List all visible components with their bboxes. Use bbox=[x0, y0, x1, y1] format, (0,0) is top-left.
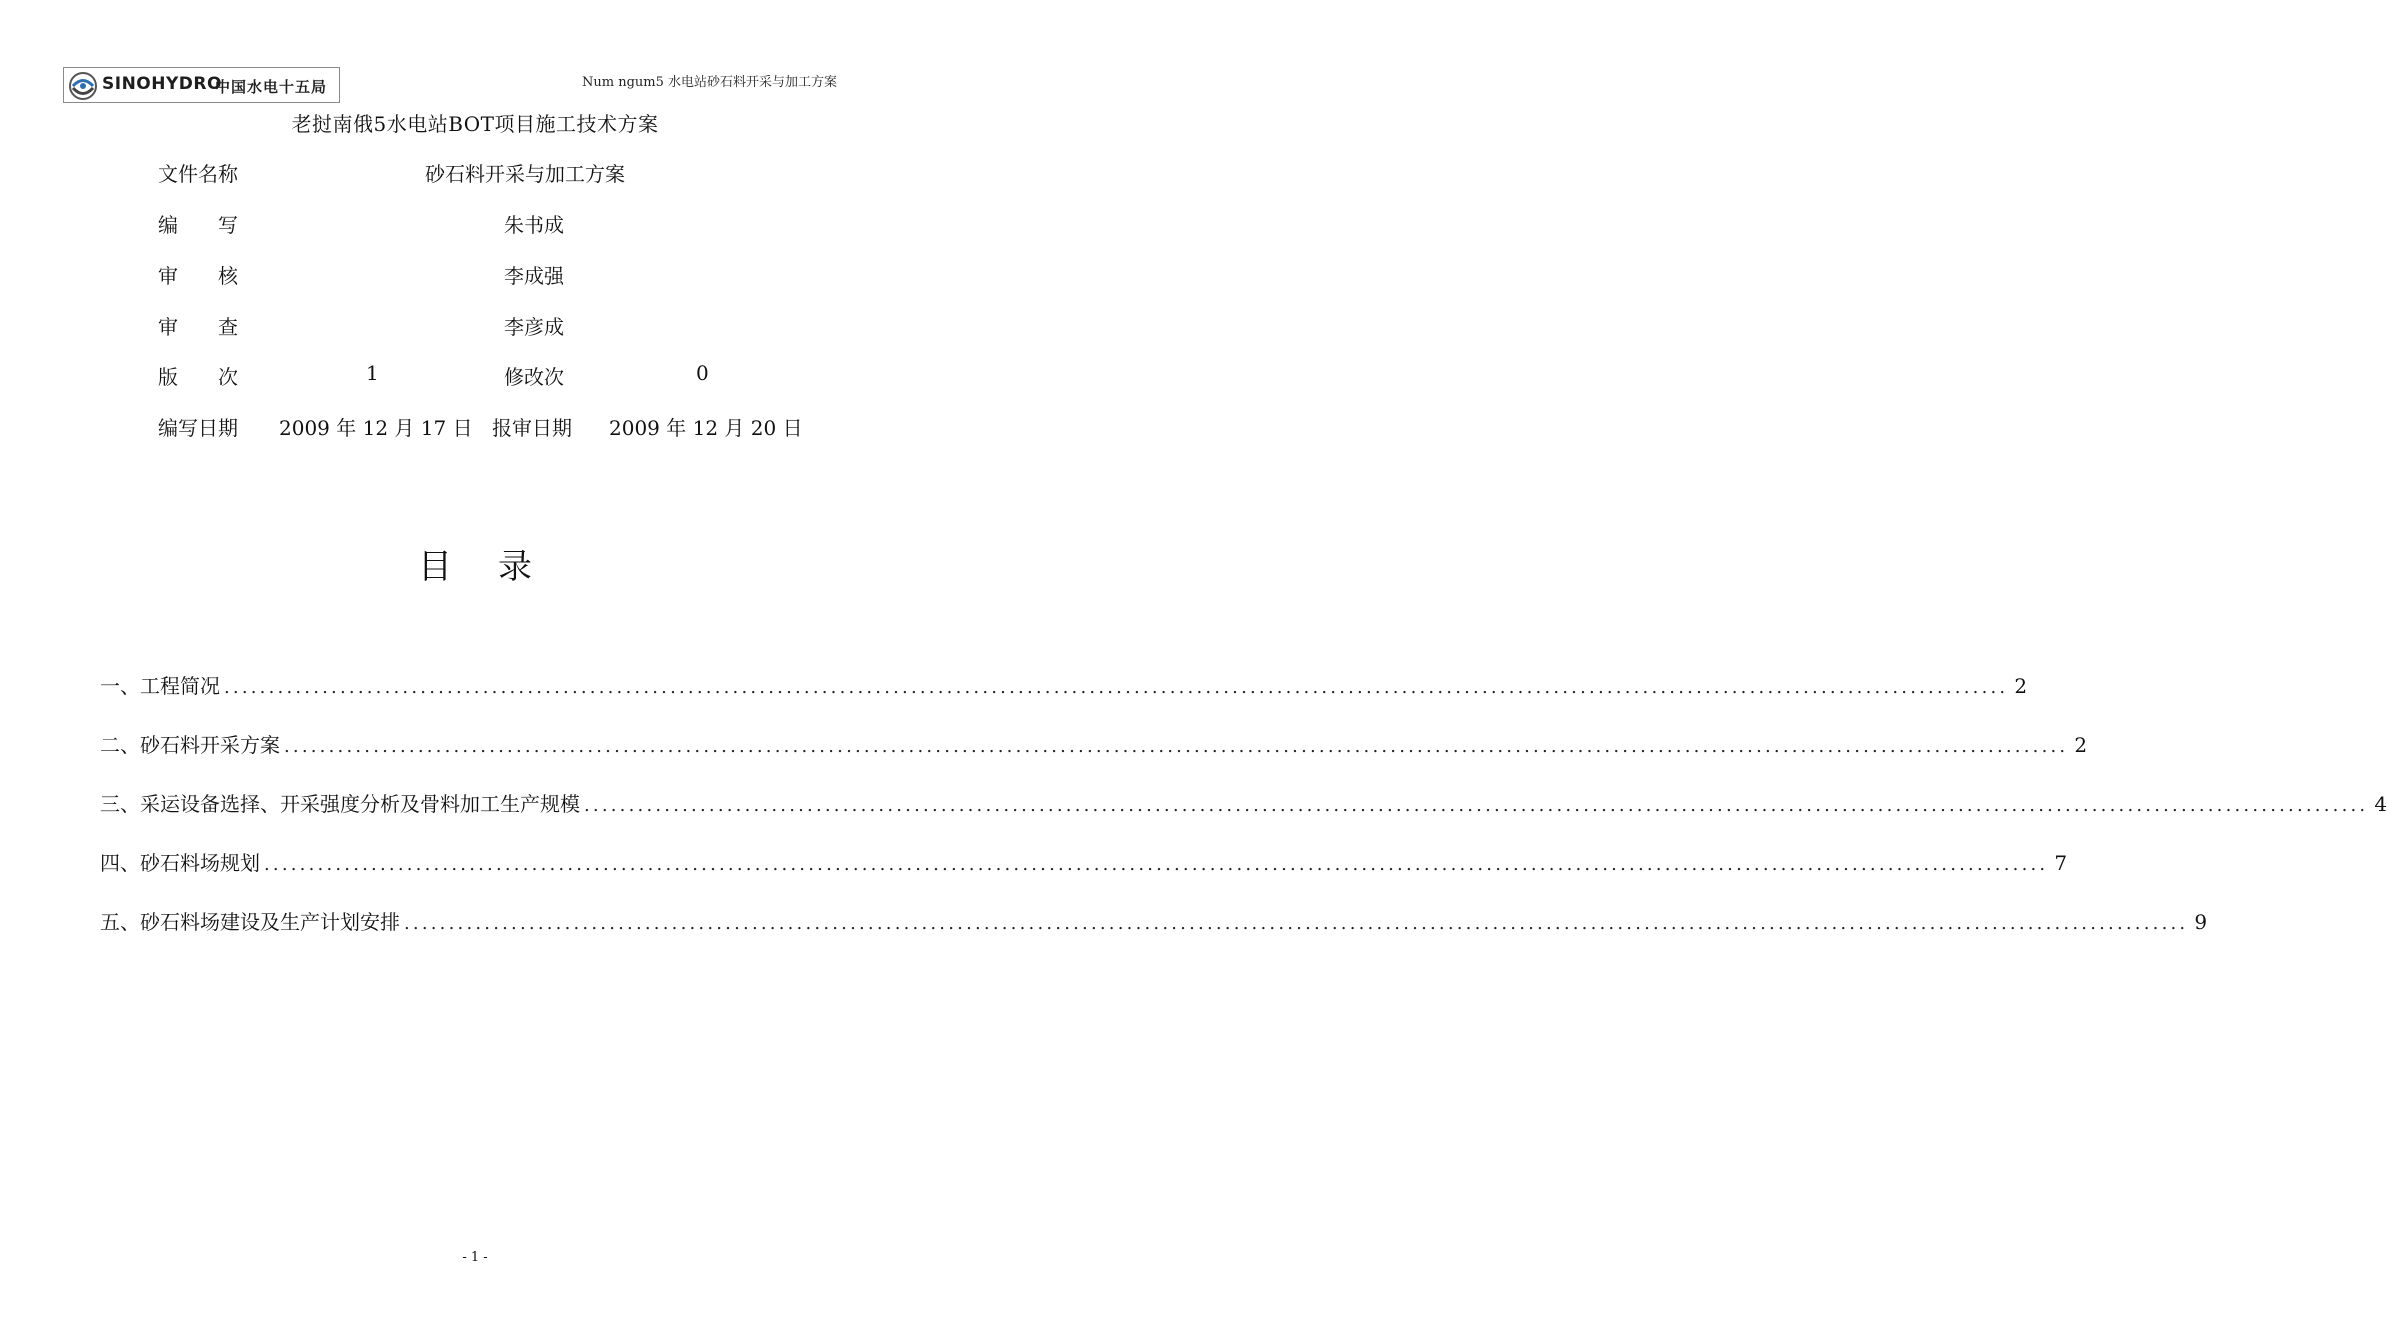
table-of-contents bbox=[100, 670, 2387, 965]
header-document-title: Num ngum5 水电站砂石料开采与加工方案 bbox=[581, 75, 837, 90]
toc-item[interactable] bbox=[100, 906, 2208, 965]
toc-item[interactable] bbox=[100, 847, 2068, 906]
toc-item-label: 二、砂石料开采方案 bbox=[100, 733, 280, 757]
page-number: - 1 - bbox=[462, 1250, 488, 1265]
toc-item-label: 四、砂石料场规划 bbox=[100, 851, 260, 875]
write-date-label: 编写日期 bbox=[158, 416, 238, 440]
toc-dot-leader: ........................................................................................................................................................................................................ bbox=[584, 795, 2369, 816]
file-name-value: 砂石料开采与加工方案 bbox=[425, 162, 625, 186]
toc-item-page: 2 bbox=[2074, 733, 2088, 757]
logo-org-name: 中国水电十五局 bbox=[215, 78, 328, 96]
edition-value: 1 bbox=[366, 361, 379, 385]
toc-item-page: 4 bbox=[2374, 792, 2387, 816]
toc-item-label: 五、砂石料场建设及生产计划安排 bbox=[100, 910, 400, 934]
revision-label: 修改次 bbox=[504, 365, 564, 389]
toc-item-label: 三、采运设备选择、开采强度分析及骨料加工生产规模 bbox=[100, 792, 580, 816]
toc-item-page: 2 bbox=[2014, 674, 2028, 698]
toc-item[interactable] bbox=[100, 729, 2088, 788]
toc-item-label: 一、工程简况 bbox=[100, 674, 220, 698]
toc-item-page: 7 bbox=[2054, 851, 2068, 875]
toc-dot-leader: ........................................................................................................................................................................................................ bbox=[264, 854, 2049, 875]
reviewer-label: 审 核 bbox=[158, 264, 238, 288]
toc-item[interactable] bbox=[100, 788, 2387, 847]
file-name-label: 文件名称 bbox=[158, 162, 238, 186]
reviewer-value: 李成强 bbox=[504, 264, 564, 288]
submit-date-value: 2009 年 12 月 20 日 bbox=[609, 416, 803, 440]
toc-item-page: 9 bbox=[2194, 910, 2208, 934]
write-date-value: 2009 年 12 月 17 日 bbox=[279, 416, 473, 440]
submit-date-label: 报审日期 bbox=[492, 416, 572, 440]
sinohydro-emblem-icon bbox=[68, 71, 98, 101]
author-value: 朱书成 bbox=[504, 213, 564, 237]
toc-dot-leader: ........................................................................................................................................................................................................ bbox=[224, 677, 2009, 698]
checker-value: 李彦成 bbox=[504, 315, 564, 339]
toc-dot-leader: ........................................................................................................................................................................................................ bbox=[404, 913, 2189, 934]
toc-heading: 目录 bbox=[418, 547, 578, 587]
edition-label: 版 次 bbox=[158, 365, 238, 389]
author-label: 编 写 bbox=[158, 213, 238, 237]
toc-dot-leader: ........................................................................................................................................................................................................ bbox=[284, 736, 2069, 757]
company-logo bbox=[63, 67, 340, 103]
logo-brand-text: SINOHYDRO bbox=[102, 74, 222, 94]
project-title: 老挝南俄5水电站BOT项目施工技术方案 bbox=[291, 112, 659, 136]
revision-value: 0 bbox=[696, 361, 709, 385]
toc-item[interactable] bbox=[100, 670, 2028, 729]
checker-label: 审 查 bbox=[158, 315, 238, 339]
